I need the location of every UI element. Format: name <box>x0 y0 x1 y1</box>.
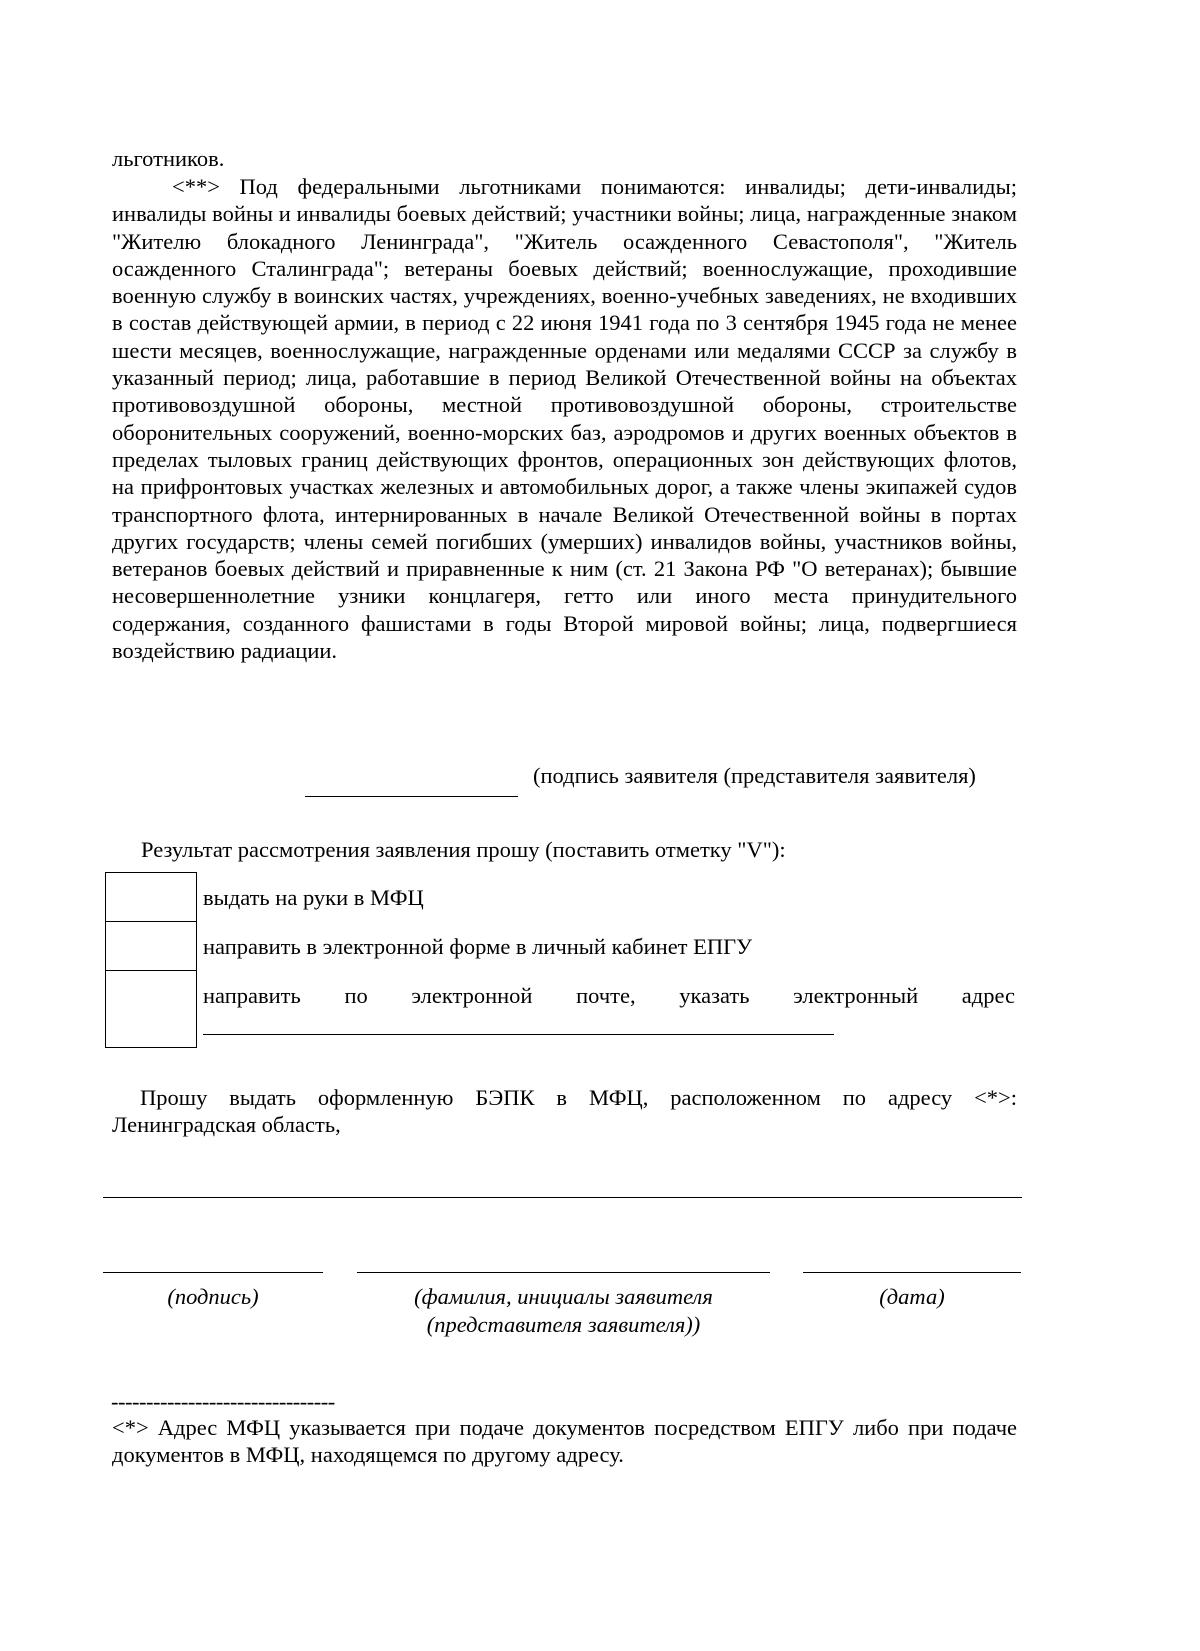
email-word: адрес <box>961 983 1015 1008</box>
footnote-separator: -------------------------------- <box>111 1389 335 1414</box>
email-word: указать <box>679 983 750 1008</box>
issue-request: Прошу выдать оформленную БЭПК в МФЦ, расположенном по адресу <*>: Ленинградская область, <box>112 1085 1017 1138</box>
date-caption: (дата) <box>879 1284 945 1309</box>
federal-beneficiaries-note: <**> Под федеральными льготниками понимаются: инвалиды; дети-инвалиды; инвалиды войны и инвалиды боевых действий; участники войны; лица, награжденные знаком "Жителю блокадного Ленинграда", "Житель осажденного Севастополя", "Житель осажденного Сталинграда"; ветераны боевых действий; военнослужащие, проходившие военную службу в воинских частях, учреждениях, военно-учебных заведениях, не входивших в состав действующей армии, в период с 22 июня 1941 года по 3 сентября 1945 года не менее шести месяцев, военнослужащие, награжденные орденами или медалями СССР за службу в указанный период; лица, работавшие в период Великой Отечественной войны на объектах противовоздушной обороны, местной противовоздушной обороны, строительстве оборонительных сооружений, военно-морских баз, аэродромов и других военных объектов в пределах тыловых границ действующих фронтов, операционных зон действующих флотов, на прифронтовых участках железных и автомобильных дорог, а также члены экипажей судов транспортного флота, интернированных в начале Великой Отечественной войны в портах других государств; члены семей погибших (умерших) инвалидов войны, участников войны, ветеранов боевых действий и приравненные к ним (ст. 21 Закона РФ "О ветеранах); бывшие несовершеннолетние узники концлагеря, гетто или иного места принудительного содержания, созданного фашистами в годы Второй мировой войны; лица, подвергшиеся воздействию радиации. <box>112 174 1017 664</box>
checkbox-send-by-email[interactable] <box>105 970 197 1048</box>
full-name-caption-line1: (фамилия, инициалы заявителя <box>414 1284 713 1309</box>
full-name-caption-line2: (представителя заявителя)) <box>426 1312 701 1337</box>
option-send-by-email <box>203 982 1015 1009</box>
option-send-to-epgu: направить в электронной форме в личный кабинет ЕПГУ <box>203 934 753 959</box>
signature-line[interactable] <box>103 1272 323 1273</box>
email-word: почте, <box>576 983 636 1008</box>
email-word: электронной <box>411 983 533 1008</box>
checkbox-send-to-epgu[interactable] <box>105 921 197 971</box>
email-address-line[interactable] <box>203 1034 834 1035</box>
email-word: по <box>344 983 368 1008</box>
full-name-line[interactable] <box>357 1272 770 1273</box>
result-prompt: Результат рассмотрения заявления прошу (поставить отметку "V"): <box>141 837 786 862</box>
footnote: <*> Адрес МФЦ указывается при подаче документов посредством ЕПГУ либо при подаче документов в МФЦ, находящемся по другому адресу. <box>112 1415 1017 1468</box>
applicant-signature-label: (подпись заявителя (представителя заявителя) <box>533 763 976 788</box>
address-line[interactable] <box>103 1197 1022 1198</box>
checkbox-column-divider <box>196 872 197 1048</box>
applicant-signature-line[interactable] <box>305 796 518 797</box>
email-word: направить <box>203 983 301 1008</box>
email-word: электронный <box>793 983 919 1008</box>
date-line[interactable] <box>803 1272 1021 1273</box>
option-issue-in-mfc: выдать на руки в МФЦ <box>203 885 424 910</box>
signature-caption: (подпись) <box>167 1284 259 1309</box>
intro-fragment: льготников. <box>112 146 225 171</box>
checkbox-issue-in-mfc[interactable] <box>105 872 197 922</box>
